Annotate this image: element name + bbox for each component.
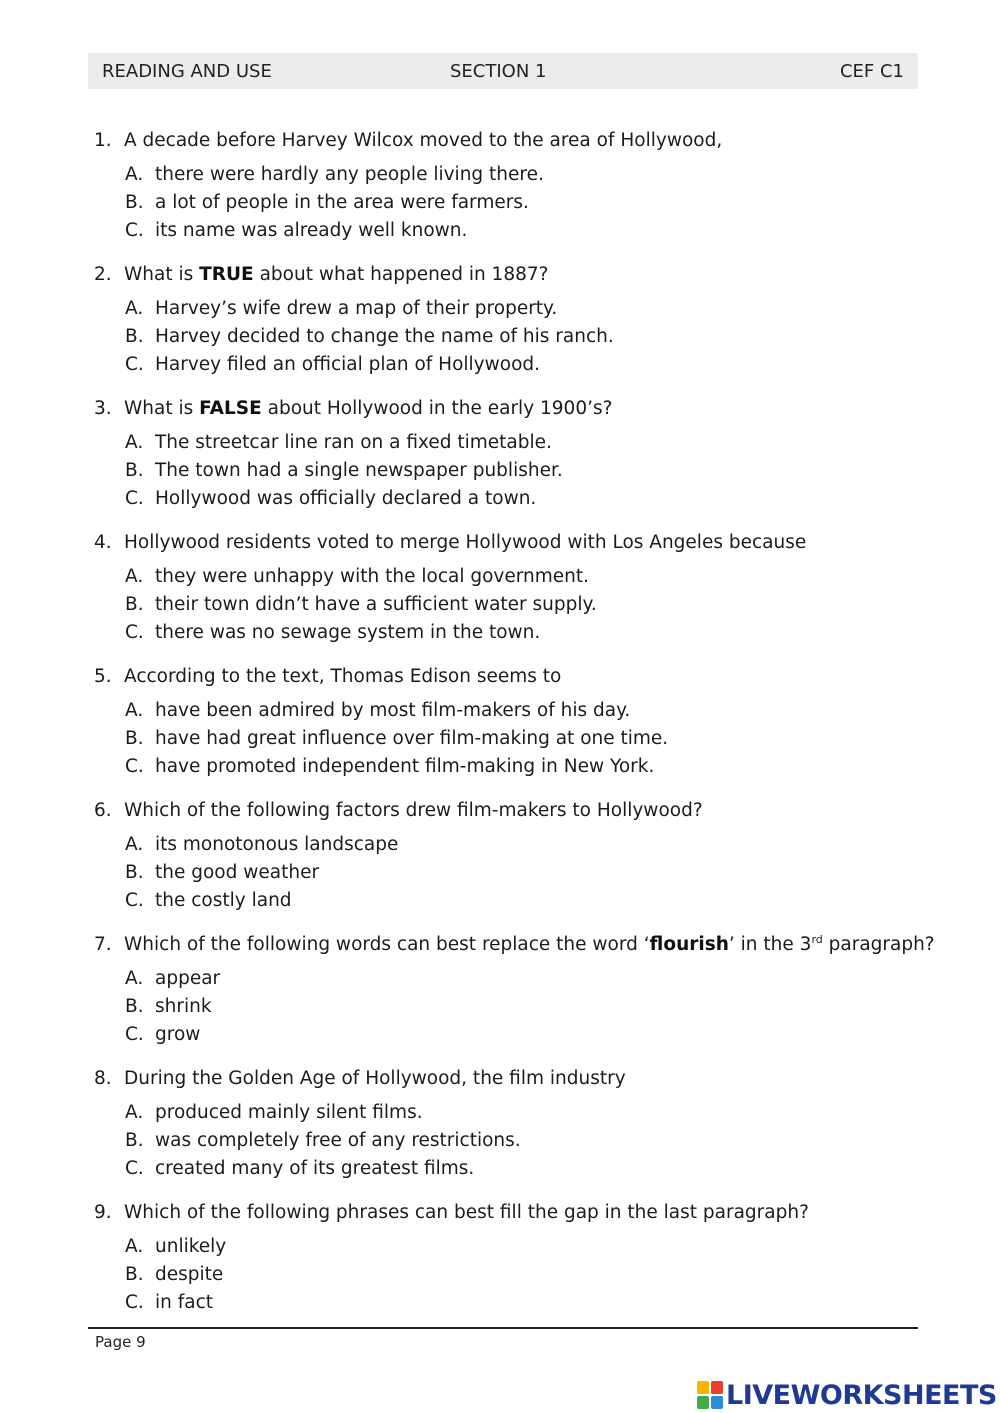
- question-number: 5.: [94, 666, 112, 687]
- question-text-bold: TRUE: [199, 264, 254, 285]
- question-stem: [94, 530, 924, 556]
- option-letter: C.: [125, 1158, 144, 1179]
- question-text-bold: flourish: [649, 934, 729, 955]
- option-letter: B.: [125, 862, 144, 883]
- answer-option[interactable]: [94, 831, 924, 859]
- question-7: [94, 932, 935, 1049]
- question-8: [94, 1066, 924, 1183]
- option-text: a lot of people in the area were farmers.: [155, 192, 529, 213]
- question-4: [94, 530, 924, 647]
- option-text: Harvey decided to change the name of his ranch.: [155, 326, 614, 347]
- answer-option[interactable]: [94, 697, 924, 725]
- option-text: grow: [155, 1024, 201, 1045]
- option-text: in fact: [155, 1292, 214, 1313]
- answer-option[interactable]: [94, 457, 924, 485]
- option-letter: C.: [125, 1024, 144, 1045]
- question-text-tail: paragraph?: [822, 934, 935, 955]
- answer-option[interactable]: [94, 993, 924, 1021]
- question-text-before: What is: [124, 398, 200, 419]
- answer-option[interactable]: [94, 295, 924, 323]
- answer-option[interactable]: [94, 1233, 924, 1261]
- answer-option[interactable]: [94, 887, 924, 915]
- question-text-before: Which of the following factors drew film-makers to Hollywood?: [124, 800, 703, 821]
- option-text: created many of its greatest films.: [155, 1158, 475, 1179]
- answer-option[interactable]: [94, 1099, 924, 1127]
- answer-option[interactable]: [94, 1021, 924, 1049]
- answer-option[interactable]: [94, 429, 924, 457]
- option-text: Hollywood was officially declared a town.: [155, 488, 537, 509]
- option-letter: A.: [125, 566, 144, 587]
- question-number: 1.: [94, 130, 112, 151]
- option-text: the good weather: [155, 862, 320, 883]
- option-text: appear: [155, 968, 221, 989]
- question-text-before: A decade before Harvey Wilcox moved to the area of Hollywood,: [124, 130, 723, 151]
- question-text-before: Which of the following phrases can best fill the gap in the last paragraph?: [124, 1202, 809, 1223]
- option-letter: C.: [125, 890, 144, 911]
- answer-option[interactable]: [94, 859, 924, 887]
- answer-option[interactable]: [94, 1261, 924, 1289]
- option-letter: A.: [125, 164, 144, 185]
- question-text-before: During the Golden Age of Hollywood, the film industry: [124, 1068, 626, 1089]
- option-letter: C.: [125, 1292, 144, 1313]
- answer-option[interactable]: [94, 1127, 924, 1155]
- header-right: CEF C1: [839, 61, 904, 82]
- question-number: 9.: [94, 1202, 112, 1223]
- header-center: SECTION 1: [450, 61, 547, 82]
- option-text: they were unhappy with the local government.: [155, 566, 590, 587]
- answer-option[interactable]: [94, 189, 924, 217]
- question-stem: [94, 932, 935, 958]
- answer-option[interactable]: [94, 1289, 924, 1317]
- answer-option[interactable]: [94, 161, 924, 189]
- answer-option[interactable]: [94, 591, 924, 619]
- question-text-before: Hollywood residents voted to merge Hollywood with Los Angeles because: [124, 532, 807, 553]
- question-2: [94, 262, 924, 379]
- header-bar: [88, 53, 918, 89]
- answer-option[interactable]: [94, 965, 924, 993]
- option-text: Harvey filed an official plan of Hollywood.: [155, 354, 541, 375]
- header-left: READING AND USE: [102, 61, 272, 82]
- answer-option[interactable]: [94, 323, 924, 351]
- option-letter: C.: [125, 220, 144, 241]
- option-letter: A.: [125, 700, 144, 721]
- option-letter: A.: [125, 1236, 144, 1257]
- question-text-sup: rd: [811, 933, 823, 946]
- question-9: [94, 1200, 924, 1317]
- question-6: [94, 798, 924, 915]
- answer-option[interactable]: [94, 1155, 924, 1183]
- option-text: Harvey’s wife drew a map of their property.: [155, 298, 558, 319]
- option-text: its monotonous landscape: [155, 834, 399, 855]
- question-text-after: ’ in the 3: [728, 934, 812, 955]
- option-letter: A.: [125, 298, 144, 319]
- answer-option[interactable]: [94, 619, 924, 647]
- option-text: have promoted independent film-making in New York.: [155, 756, 655, 777]
- answer-option[interactable]: [94, 217, 924, 245]
- liveworksheets-logo: [697, 1378, 997, 1412]
- option-letter: C.: [125, 354, 144, 375]
- option-text: The town had a single newspaper publisher.: [155, 460, 563, 481]
- question-3: [94, 396, 924, 513]
- question-stem: [94, 128, 924, 154]
- question-number: 7.: [94, 934, 112, 955]
- option-letter: B.: [125, 996, 144, 1017]
- option-text: produced mainly silent films.: [155, 1102, 423, 1123]
- option-text: have had great influence over film-making at one time.: [155, 728, 669, 749]
- question-text-before: What is: [124, 264, 200, 285]
- option-text: their town didn’t have a sufficient water supply.: [155, 594, 597, 615]
- question-text-after: about what happened in 1887?: [253, 264, 549, 285]
- option-text: unlikely: [155, 1236, 227, 1257]
- question-stem: [94, 798, 924, 824]
- question-1: [94, 128, 924, 245]
- question-stem: [94, 262, 924, 288]
- option-text: have been admired by most film-makers of his day.: [155, 700, 631, 721]
- logo-mark-icon: [697, 1381, 723, 1409]
- option-letter: A.: [125, 432, 144, 453]
- question-stem: [94, 1066, 924, 1092]
- option-letter: B.: [125, 1264, 144, 1285]
- page-number: Page 9: [95, 1333, 146, 1351]
- question-5: [94, 664, 924, 781]
- question-text-bold: FALSE: [199, 398, 262, 419]
- option-text: there were hardly any people living there.: [155, 164, 544, 185]
- option-text: shrink: [155, 996, 212, 1017]
- question-number: 3.: [94, 398, 112, 419]
- option-letter: C.: [125, 622, 144, 643]
- answer-option[interactable]: [94, 725, 924, 753]
- option-letter: B.: [125, 1130, 144, 1151]
- question-list: [94, 128, 935, 1334]
- answer-option[interactable]: [94, 351, 924, 379]
- option-letter: A.: [125, 1102, 144, 1123]
- option-letter: A.: [125, 968, 144, 989]
- option-letter: B.: [125, 192, 144, 213]
- question-number: 8.: [94, 1068, 112, 1089]
- option-letter: C.: [125, 488, 144, 509]
- answer-option[interactable]: [94, 753, 924, 781]
- footer-divider: [88, 1327, 918, 1329]
- option-letter: B.: [125, 460, 144, 481]
- option-text: its name was already well known.: [155, 220, 468, 241]
- option-text: despite: [155, 1264, 224, 1285]
- answer-option[interactable]: [94, 485, 924, 513]
- option-text: the costly land: [155, 890, 292, 911]
- question-number: 2.: [94, 264, 112, 285]
- question-text-before: According to the text, Thomas Edison seems to: [124, 666, 562, 687]
- question-text-after: about Hollywood in the early 1900’s?: [261, 398, 613, 419]
- question-stem: [94, 664, 924, 690]
- option-letter: A.: [125, 834, 144, 855]
- option-text: The streetcar line ran on a fixed timetable.: [155, 432, 552, 453]
- option-letter: C.: [125, 756, 144, 777]
- question-stem: [94, 1200, 924, 1226]
- option-text: there was no sewage system in the town.: [155, 622, 541, 643]
- brand-name: LIVEWORKSHEETS: [726, 1379, 997, 1411]
- question-stem: [94, 396, 924, 422]
- option-letter: B.: [125, 594, 144, 615]
- question-number: 4.: [94, 532, 112, 553]
- option-text: was completely free of any restrictions.: [155, 1130, 521, 1151]
- option-letter: B.: [125, 326, 144, 347]
- option-letter: B.: [125, 728, 144, 749]
- question-number: 6.: [94, 800, 112, 821]
- question-text-before: Which of the following words can best replace the word ‘: [124, 934, 650, 955]
- answer-option[interactable]: [94, 563, 924, 591]
